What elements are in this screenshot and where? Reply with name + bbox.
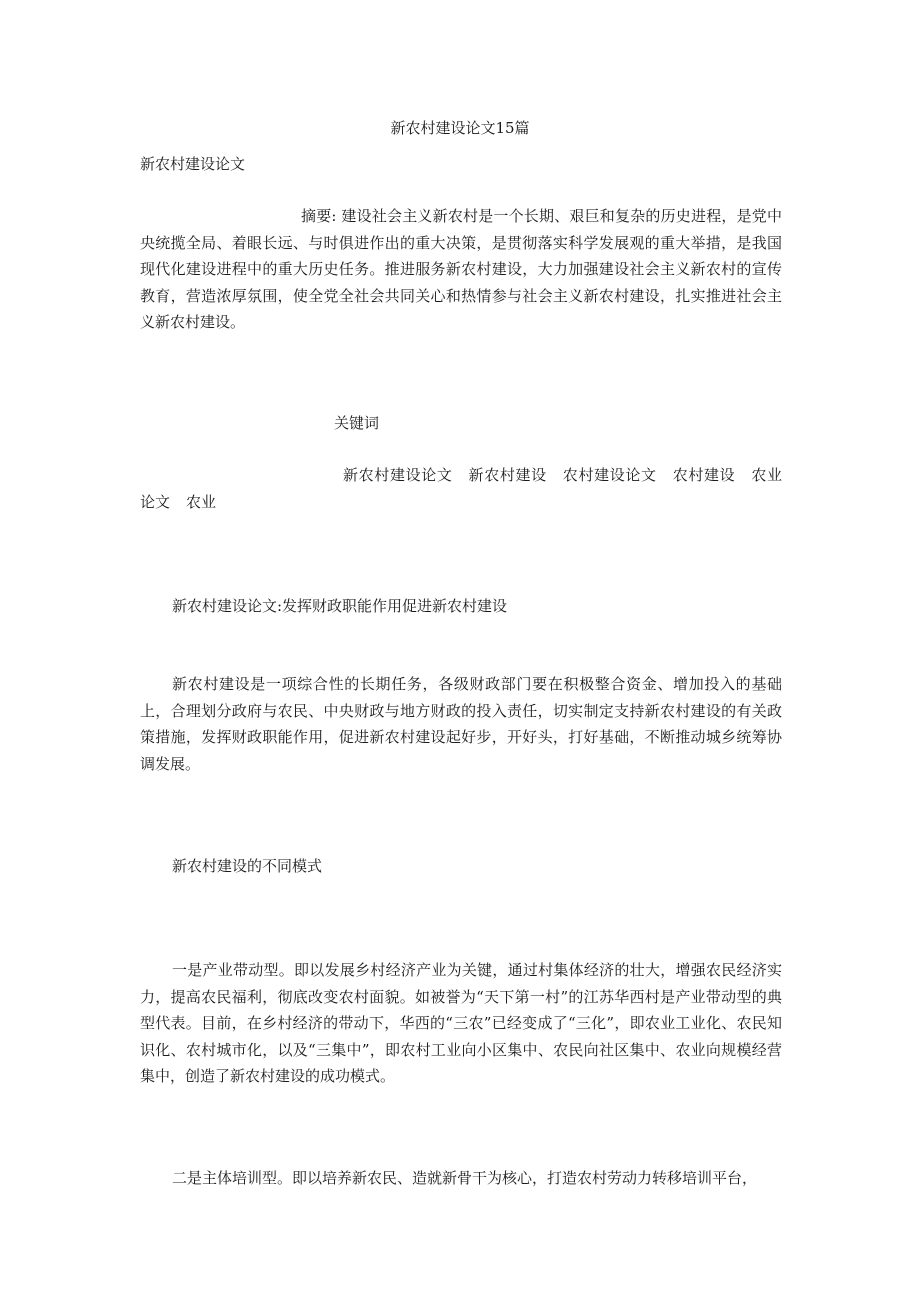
keyword-item: 农村建设 (672, 466, 736, 484)
section-heading: 新农村建设论文:发挥财政职能作用促进新农村建设 (172, 597, 508, 615)
section-heading: 新农村建设的不同模式 (172, 857, 323, 875)
document-title: 新农村建设论文15篇 (390, 119, 530, 137)
keyword-item: 农业论文 (140, 466, 782, 511)
keyword-item: 农业 (186, 492, 217, 511)
abstract-paragraph: 摘要: 建设社会主义新农村是一个长期、艰巨和复杂的历史进程，是党中央统揽全局、着眼长远、与时俱进作出的重大决策，是贯彻落实科学发展观的重大举措，是我国现代化建设进程中的重大历史任务。推进服务新农村建设，大力加强建设社会主义新农村的宣传教育，营造浓厚氛围，使全党全社会共同关心和热情参与社会主义新农村建设，扎实推进社会主义新农村建设。 (140, 207, 782, 331)
body-paragraph: 二是主体培训型。即以培养新农民、造就新骨干为核心，打造农村劳动力转移培训平台， (172, 1169, 758, 1187)
keywords-label: 关键词 (334, 414, 380, 432)
keyword-item: 农村建设论文 (562, 466, 657, 484)
body-paragraph: 一是产业带动型。即以发展乡村经济产业为关键，通过村集体经济的壮大，增强农民经济实力，提高农民福利，彻底改变农村面貌。如被誉为“天下第一村”的江苏华西村是产业带动型的典型代表。目前，在乡村经济的带动下，华西的“三农”已经变成了“三化”，即农业工业化、农民知识化、农村城市化，以及“三集中”，即农村工业向小区集中、农民向社区集中、农业向规模经营集中，创造了新农村建设的成功模式。 (140, 961, 782, 1085)
keyword-item: 新农村建设 (468, 466, 547, 484)
body-paragraph: 新农村建设是一项综合性的长期任务，各级财政部门要在积极整合资金、增加投入的基础上，合理划分政府与农民、中央财政与地方财政的投入责任，切实制定支持新农村建设的有关政策措施，发挥财政职能作用，促进新农村建设起好步，开好头，打好基础，不断推动城乡统筹协调发展。 (140, 675, 782, 773)
keyword-item: 新农村建设论文 (343, 466, 453, 484)
keywords-list (140, 462, 782, 515)
document-subtitle: 新农村建设论文 (140, 155, 246, 173)
